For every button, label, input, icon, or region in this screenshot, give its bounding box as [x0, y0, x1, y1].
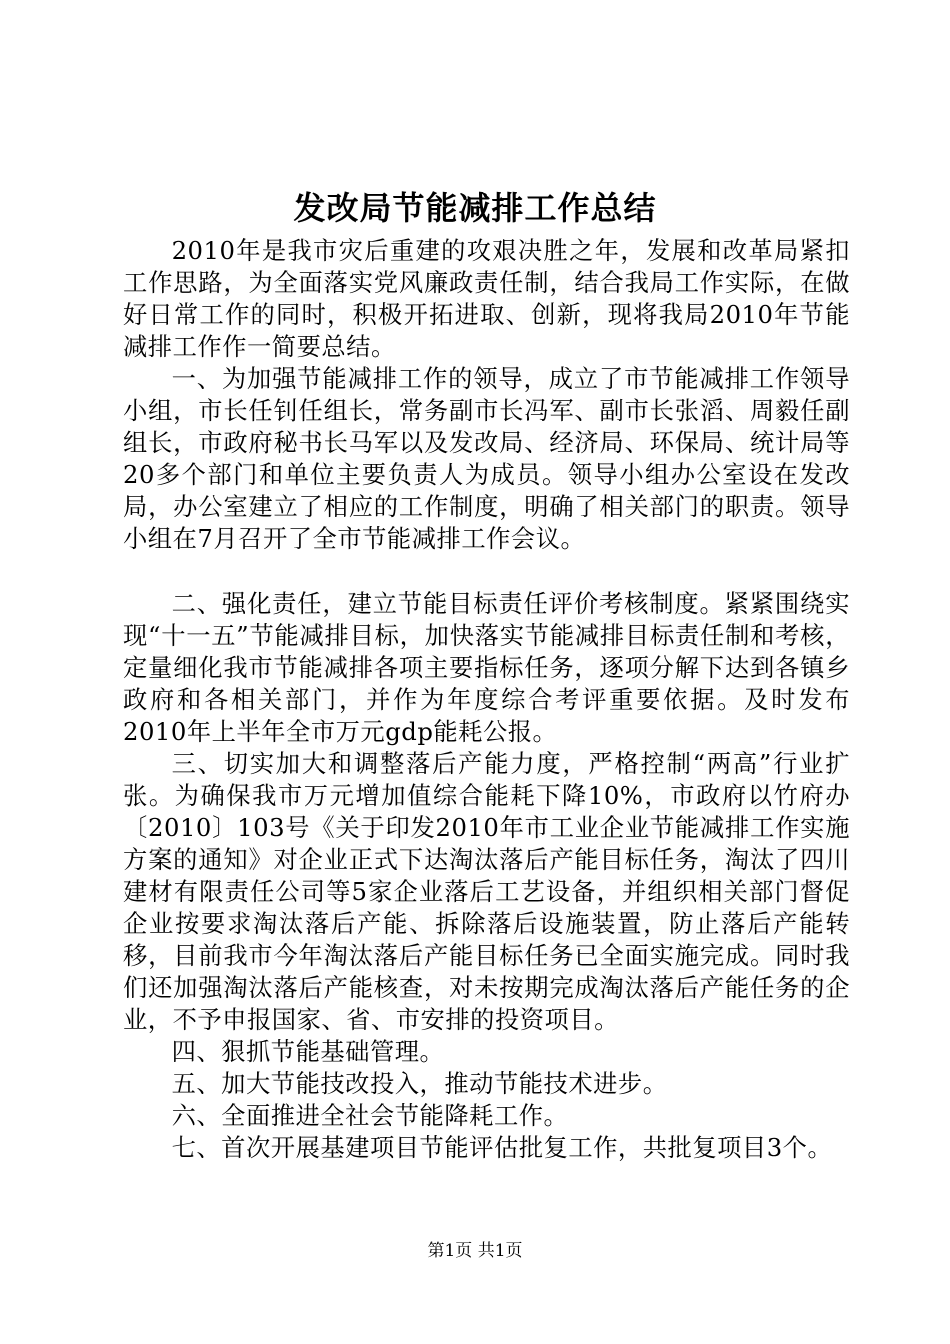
- document-body: [123, 235, 850, 1164]
- paragraph-section-2: 二、强化责任，建立节能目标责任评价考核制度。紧紧围绕实现“十一五”节能减排目标，加快落实节能减排目标责任制和考核，定量细化我市节能减排各项主要指标任务，逐项分解下达到各镇乡政府和各相关部门，并作为年度综合考评重要依据。及时发布2010年上半年全市万元gdp能耗公报。: [123, 589, 850, 746]
- page-footer: 第1页 共1页: [427, 1241, 523, 1261]
- paragraph-section-4: 四、狠抓节能基础管理。: [171, 1037, 445, 1066]
- paragraph-gap: [123, 555, 850, 588]
- paragraph-section-6: 六、全面推进全社会节能降耗工作。: [171, 1101, 569, 1130]
- document-title: 发改局节能减排工作总结: [293, 189, 657, 227]
- paragraph-section-3: 三、切实加大和调整落后产能力度，严格控制“两高”行业扩张。为确保我市万元增加值综合能耗下降10%，市政府以竹府办〔2010〕103号《关于印发2010年市工业企业节能减排工作实施方案的通知》对企业正式下达淘汰落后产能目标任务，淘汰了四川建材有限责任公司等5家企业落后工艺设备，并组织相关部门督促企业按要求淘汰落后产能、拆除落后设施装置，防止落后产能转移，目前我市今年淘汰落后产能目标任务已全面实施完成。同时我们还加强淘汰落后产能核查，对未按期完成淘汰落后产能任务的企业，不予申报国家、省、市安排的投资项目。: [123, 749, 850, 1034]
- paragraph-section-7: 七、首次开展基建项目节能评估批复工作，共批复项目3个。: [171, 1133, 833, 1162]
- paragraph-section-1: 一、为加强节能减排工作的领导，成立了市节能减排工作领导小组，市长任钊任组长，常务副市长冯军、副市长张滔、周毅任副组长，市政府秘书长马军以及发改局、经济局、环保局、统计局等20多个部门和单位主要负责人为成员。领导小组办公室设在发改局，办公室建立了相应的工作制度，明确了相关部门的职责。领导小组在7月召开了全市节能减排工作会议。: [123, 364, 850, 553]
- paragraph-intro: 2010年是我市灾后重建的攻艰决胜之年，发展和改革局紧扣工作思路，为全面落实党风廉政责任制，结合我局工作实际，在做好日常工作的同时，积极开拓进取、创新，现将我局2010年节能减排工作作一简要总结。: [123, 236, 850, 361]
- paragraph-section-5: 五、加大节能技改投入，推动节能技术进步。: [171, 1069, 668, 1098]
